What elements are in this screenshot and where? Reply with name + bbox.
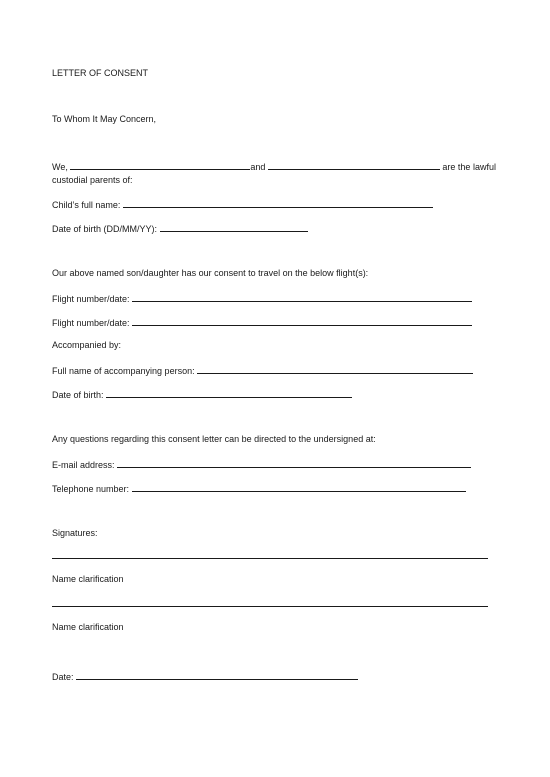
parents-suffix: are the lawful — [442, 162, 496, 172]
child-dob-line — [52, 222, 308, 235]
date-line — [52, 670, 358, 683]
child-name-line — [52, 198, 433, 211]
accompanied-by-label: Accompanied by: — [52, 340, 122, 350]
child-name-field[interactable] — [123, 198, 433, 208]
child-dob-field[interactable] — [160, 222, 308, 232]
signature-line-2[interactable] — [52, 606, 488, 607]
companion-dob-line — [52, 388, 352, 401]
phone-label: Telephone number: — [52, 484, 130, 494]
parent-1-name-field[interactable] — [70, 160, 250, 170]
parents-conjunction: and — [250, 162, 266, 172]
flight-label-2: Flight number/date: — [52, 318, 130, 328]
email-field[interactable] — [117, 458, 471, 468]
parent-2-name-field[interactable] — [268, 160, 440, 170]
flight-line-1 — [52, 292, 472, 305]
parents-prefix: We, — [52, 162, 68, 172]
document-title: LETTER OF CONSENT — [52, 68, 149, 78]
name-clarification-1: Name clarification — [52, 574, 124, 584]
companion-dob-label: Date of birth: — [52, 390, 104, 400]
phone-line — [52, 482, 466, 495]
child-dob-label: Date of birth (DD/MM/YY): — [52, 224, 158, 234]
phone-field[interactable] — [132, 482, 466, 492]
travel-consent-intro: Our above named son/daughter has our consent to travel on the below flight(s): — [52, 268, 369, 278]
companion-name-field[interactable] — [197, 364, 473, 374]
parents-continuation: custodial parents of: — [52, 175, 133, 185]
companion-name-line — [52, 364, 473, 377]
salutation: To Whom It May Concern, — [52, 114, 157, 124]
date-field[interactable] — [76, 670, 358, 680]
email-line — [52, 458, 471, 471]
contact-intro: Any questions regarding this consent letter can be directed to the undersigned at: — [52, 434, 376, 444]
signature-line-1[interactable] — [52, 558, 488, 559]
flight-label-1: Flight number/date: — [52, 294, 130, 304]
signatures-heading: Signatures: — [52, 528, 98, 538]
flight-line-2 — [52, 316, 472, 329]
name-clarification-2: Name clarification — [52, 622, 124, 632]
flight-field-1[interactable] — [132, 292, 472, 302]
child-name-label: Child’s full name: — [52, 200, 121, 210]
parents-line — [52, 160, 496, 173]
email-label: E-mail address: — [52, 460, 115, 470]
companion-dob-field[interactable] — [106, 388, 352, 398]
date-label: Date: — [52, 672, 74, 682]
companion-name-label: Full name of accompanying person: — [52, 366, 195, 376]
flight-field-2[interactable] — [132, 316, 472, 326]
